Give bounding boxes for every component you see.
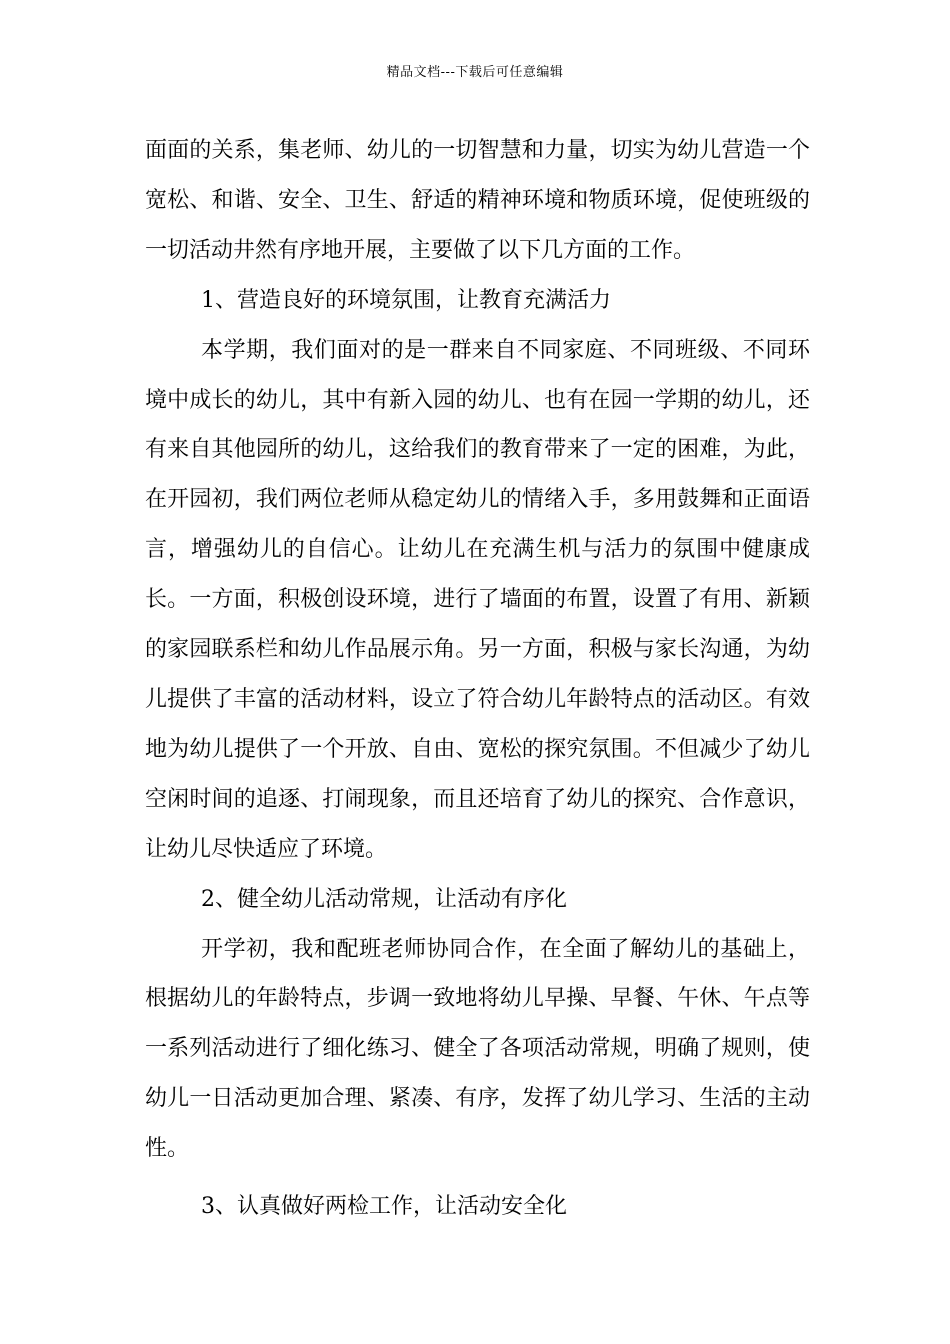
section-heading-3: 3、认真做好两检工作，让活动安全化: [201, 1194, 567, 1220]
paragraph-section-2: 开学初，我和配班老师协同合作，在全面了解幼儿的基础上，根据幼儿的年龄特点，步调一致地将幼儿早操、早餐、午休、午点等一系列活动进行了细化练习、健全了各项活动常规，明确了规则，使幼儿一日活动更加合理、紧凑、有序，发挥了幼儿学习、生活的主动性。: [145, 936, 810, 1162]
paragraph-section-1: 本学期，我们面对的是一群来自不同家庭、不同班级、不同环境中成长的幼儿，其中有新入园的幼儿、也有在园一学期的幼儿，还有来自其他园所的幼儿，这给我们的教育带来了一定的困难，为此，在开园初，我们两位老师从稳定幼儿的情绪入手，多用鼓舞和正面语言，增强幼儿的自信心。让幼儿在充满生机与活力的氛围中健康成长。一方面，积极创设环境，进行了墙面的布置，设置了有用、新颖的家园联系栏和幼儿作品展示角。另一方面，积极与家长沟通，为幼儿提供了丰富的活动材料，设立了符合幼儿年龄特点的活动区。有效地为幼儿提供了一个开放、自由、宽松的探究氛围。不但减少了幼儿空闲时间的追逐、打闹现象，而且还培育了幼儿的探究、合作意识，让幼儿尽快适应了环境。: [145, 337, 810, 862]
section-heading-1: 1、营造良好的环境氛围，让教育充满活力: [201, 287, 611, 313]
section-heading-2: 2、健全幼儿活动常规，让活动有序化: [201, 886, 567, 912]
page-header: 精品文档---下载后可任意编辑: [386, 65, 564, 80]
paragraph-continuation: 面面的关系，集老师、幼儿的一切智慧和力量，切实为幼儿营造一个宽松、和谐、安全、卫生、舒适的精神环境和物质环境，促使班级的一切活动井然有序地开展，主要做了以下几方面的工作。: [145, 138, 810, 263]
body-text: [145, 126, 810, 1232]
